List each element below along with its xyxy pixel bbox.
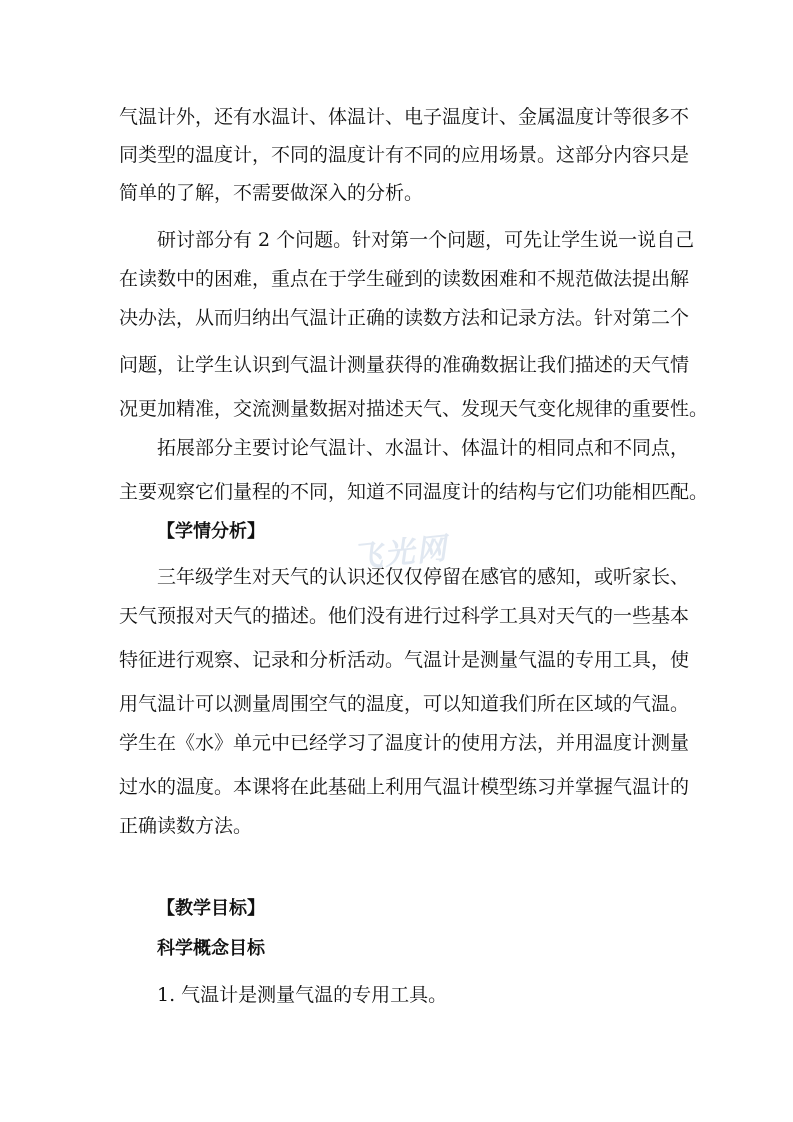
text-line: 过水的温度。本课将在此基础上利用气温计模型练习并掌握气温计的 bbox=[119, 776, 690, 798]
list-item: 1. 气温计是测量气温的专用工具。 bbox=[157, 984, 448, 1006]
text-line: 问题，让学生认识到气温计测量获得的准确数据让我们描述的天气情 bbox=[119, 354, 690, 376]
text-line: 用气温计可以测量周围空气的温度，可以知道我们所在区域的气温。 bbox=[119, 693, 690, 715]
text-line: 同类型的温度计，不同的温度计有不同的应用场景。这部分内容只是 bbox=[119, 144, 690, 166]
subsection-heading-concept: 科学概念目标 bbox=[157, 938, 265, 959]
text-line: 况更加精准，交流测量数据对描述天气、发现天气变化规律的重要性。 bbox=[119, 398, 709, 420]
text-line: 决办法，从而归纳出气温计正确的读数方法和记录方法。针对第二个 bbox=[119, 307, 690, 329]
text-line: 主要观察它们量程的不同，知道不同温度计的结构与它们功能相匹配。 bbox=[119, 481, 709, 503]
text-line: 三年级学生对天气的认识还仅仅停留在感官的感知，或听家长、 bbox=[157, 566, 690, 588]
watermark-logo: 飞光网 bbox=[350, 531, 450, 576]
text-line: 天气预报对天气的描述。他们没有进行过科学工具对天气的一些基本 bbox=[119, 605, 690, 627]
text-line: 在读数中的困难，重点在于学生碰到的读数困难和不规范做法提出解 bbox=[119, 268, 690, 290]
text-line: 气温计外，还有水温计、体温计、电子温度计、金属温度计等很多不 bbox=[119, 106, 690, 128]
text-line: 拓展部分主要讨论气温计、水温计、体温计的相同点和不同点， bbox=[157, 437, 690, 459]
section-heading-goals: 【教学目标】 bbox=[157, 898, 265, 919]
text-line: 学生在《水》单元中已经学习了温度计的使用方法，并用温度计测量 bbox=[119, 732, 690, 754]
text-line: 特征进行观察、记录和分析活动。气温计是测量气温的专用工具，使 bbox=[119, 649, 690, 671]
text-line: 简单的了解，不需要做深入的分析。 bbox=[119, 182, 424, 204]
text-line: 研讨部分有 2 个问题。针对第一个问题，可先让学生说一说自己 bbox=[157, 229, 695, 251]
section-heading-analysis: 【学情分析】 bbox=[157, 521, 265, 542]
text-line: 正确读数方法。 bbox=[119, 815, 253, 837]
